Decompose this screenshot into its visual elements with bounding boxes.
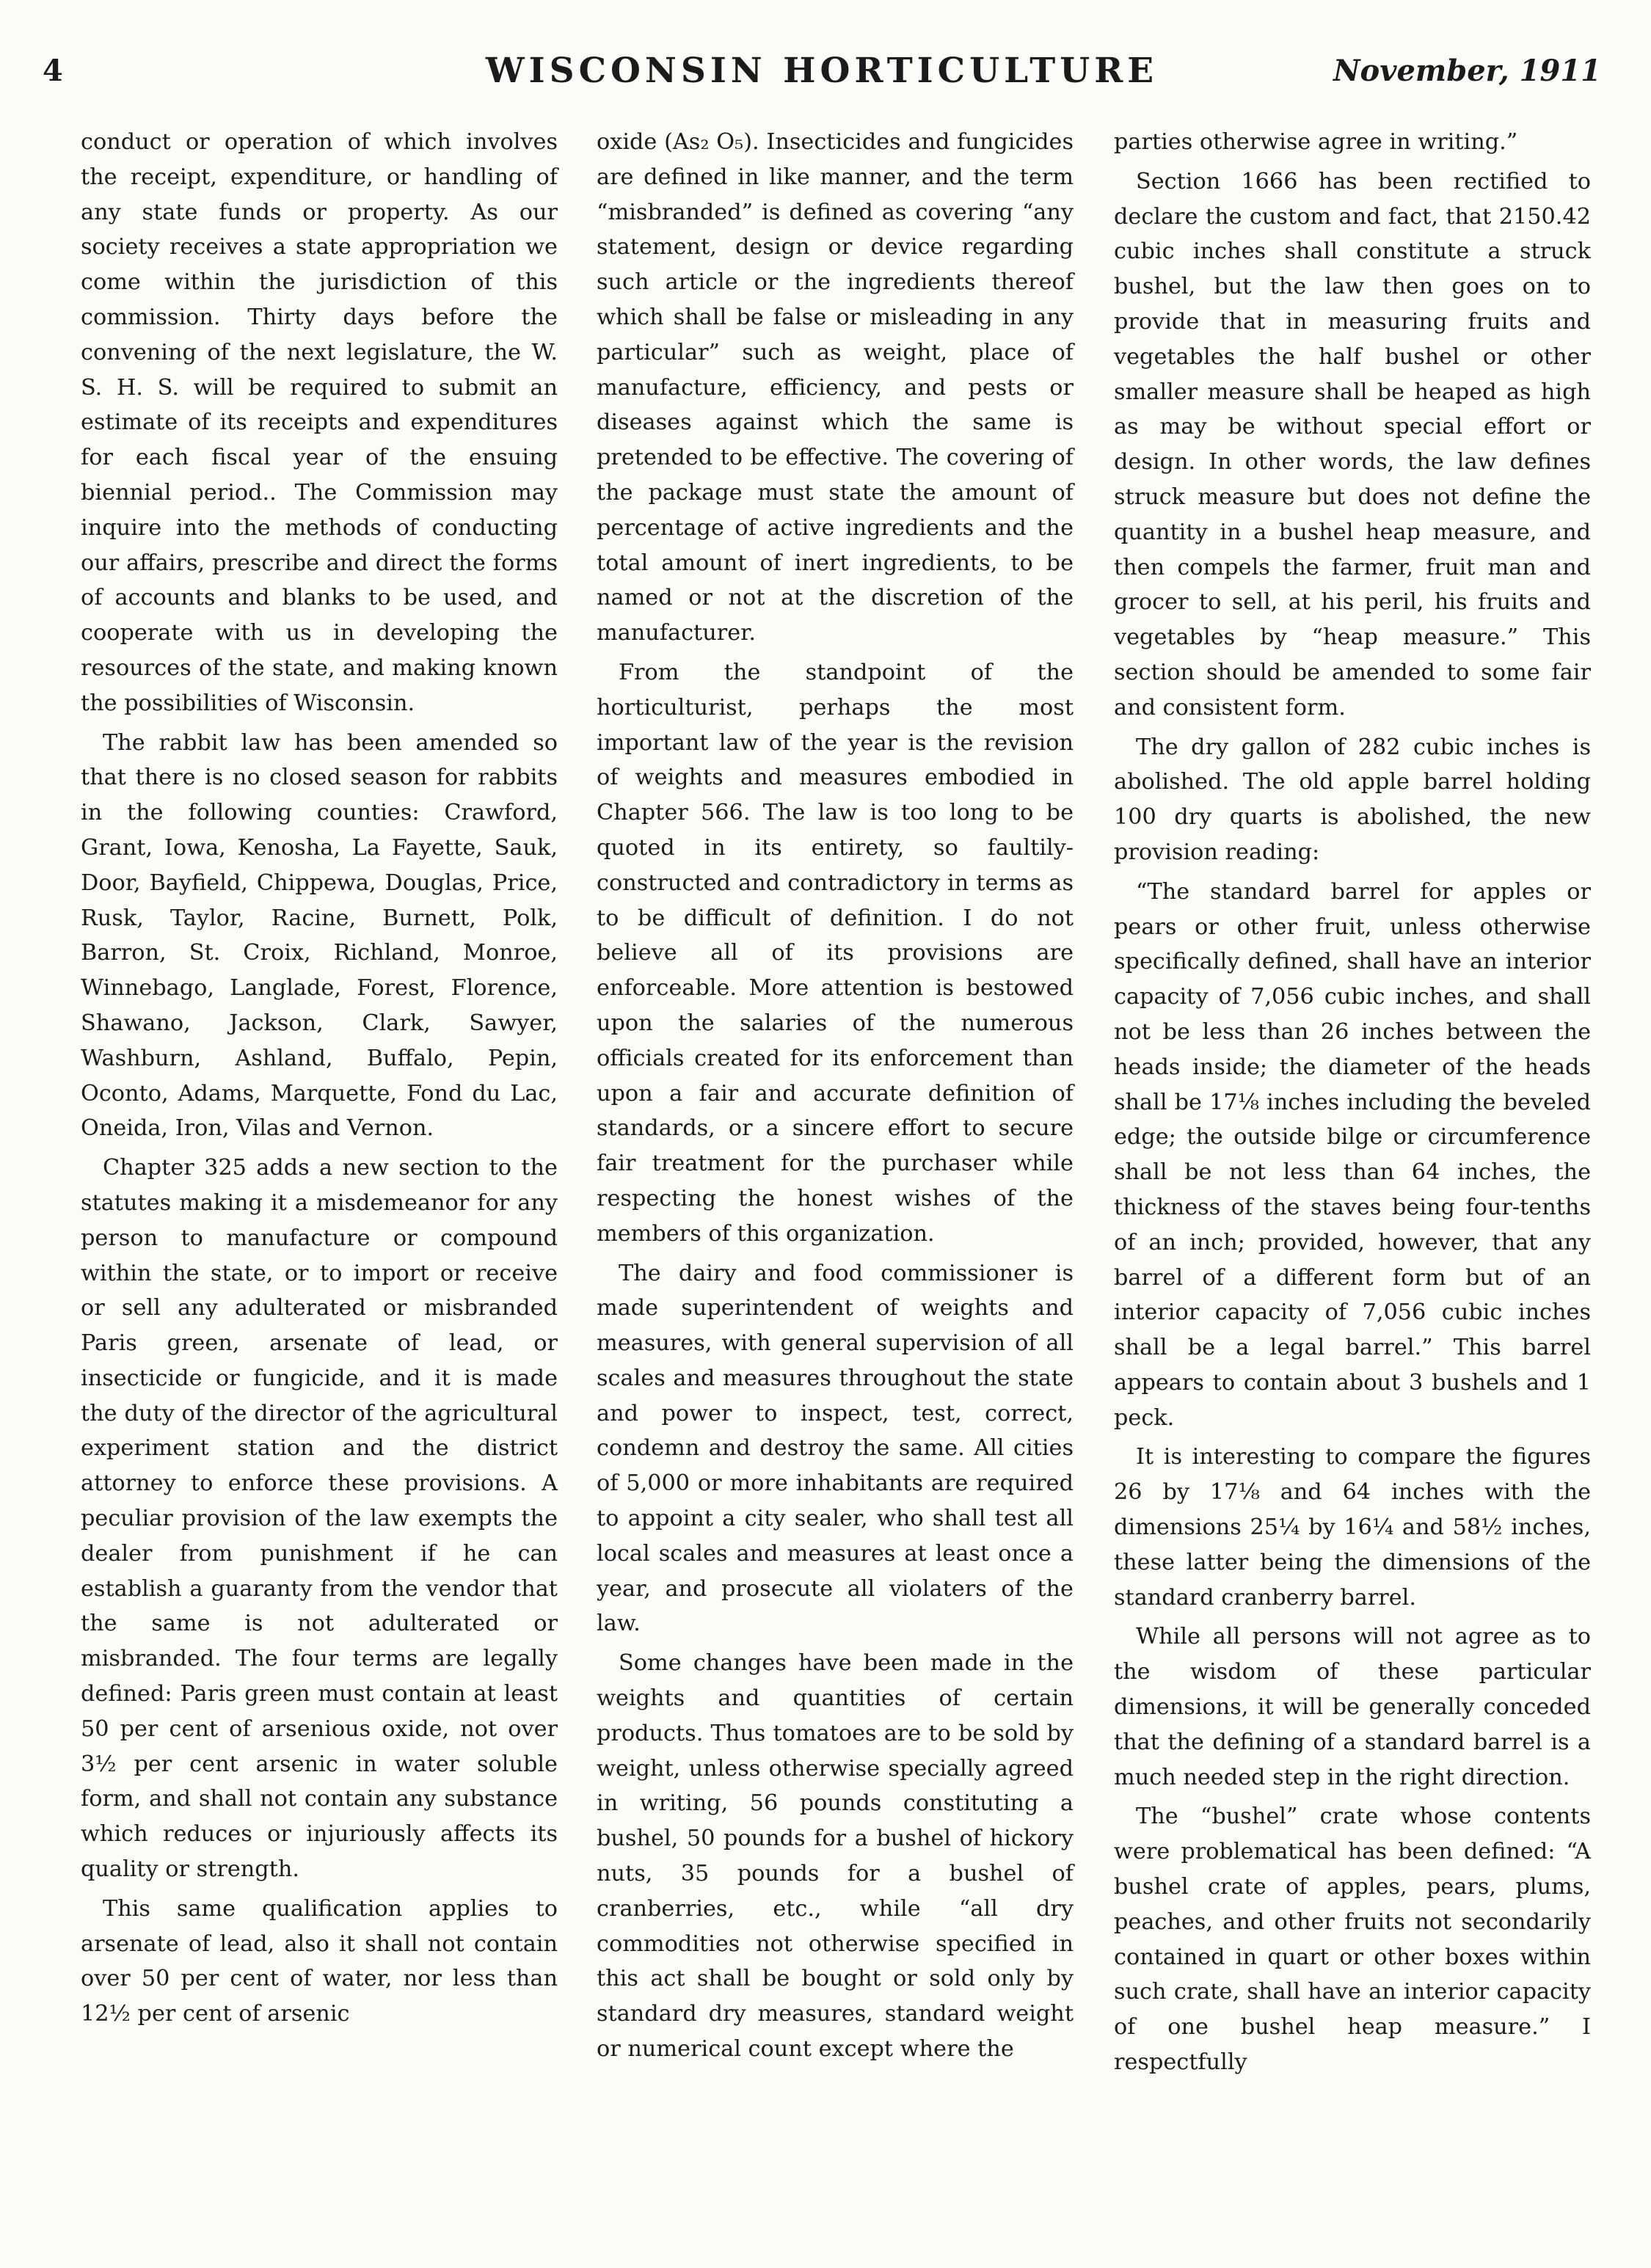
publication-title: WISCONSIN HORTICULTURE <box>485 51 1159 91</box>
paragraph: The dry gallon of 282 cubic inches is abolished. The old apple barrel holding 100 dry quarts is abolished, the new provision reading: <box>1114 734 1591 865</box>
paragraph: Some changes have been made in the weights and quantities of certain products. Thus tomatoes are to be sold by weight, unless otherwise specially agreed in writing, 56 pounds constituting a bushel, 50 pounds for a bushel of hickory nuts, 35 pounds for a bushel of cranberries, etc., while “all dry commodities not otherwise specified in this act shall be bought or sold only by standard dry measures, standard weight or numerical count except where the <box>597 1650 1074 2063</box>
text-column-3 <box>1114 125 1591 2085</box>
issue-date: November, 1911 <box>1333 54 1601 88</box>
page-header <box>43 51 1601 103</box>
page-number: 4 <box>43 54 63 88</box>
paragraph: parties otherwise agree in writing.” <box>1114 129 1518 155</box>
paragraph: Chapter 325 adds a new section to the statutes making it a misdemeanor for any person to manufacture or compound within the state, or to import or receive or sell any adulterated or misbranded Paris green, arsenate of lead, or insecticide or fungicide, and it is made the duty of the director of the agricultural experiment station and the district attorney to enforce these provisions. A peculiar provision of the law exempts the dealer from punishment if he can establish a guaranty from the vendor that the same is not adulterated or misbranded. The four terms are legally defined: Paris green must contain at least 50 per cent of arsenious oxide, not over 3½ per cent arsenic in water soluble form, and shall not contain any substance which reduces or injuriously affects its quality or strength. <box>81 1155 558 1883</box>
paragraph: The “bushel” crate whose contents were problematical has been defined: “A bushel crate of apples, pears, plums, peaches, and other fruits not secondarily contained in quart or other boxes within such crate, shall have an interior capacity of one bushel heap measure.” I respectfully <box>1114 1804 1591 2076</box>
paragraph: From the standpoint of the horticulturist, perhaps the most important law of the year is the revision of weights and measures embodied in Chapter 566. The law is too long to be quoted in its entirety, so faultily-constructed and contradictory in terms as to be difficult of definition. I do not believe all of its provisions are enforceable. More attention is bestowed upon the salaries of the numerous officials created for its enforcement than upon a fair and accurate definition of standards, or a sincere effort to secure fair treatment for the purchaser while respecting the honest wishes of the members of this organization. <box>597 659 1074 1247</box>
paragraph: The rabbit law has been amended so that there is no closed season for rabbits in the following counties: Crawford, Grant, Iowa, Kenosha, La Fayette, Sauk, Door, Bayfield, Chippewa, Douglas, Price, Rusk, Taylor, Racine, Burnett, Polk, Barron, St. Croix, Richland, Monroe, Winnebago, Langlade, Forest, Florence, Shawano, Jackson, Clark, Sawyer, Washburn, Ashland, Buffalo, Pepin, Oconto, Adams, Marquette, Fond du Lac, Oneida, Iron, Vilas and Vernon. <box>81 729 558 1142</box>
paragraph: Section 1666 has been rectified to declare the custom and fact, that 2150.42 cubic inches shall constitute a struck bushel, but the law then goes on to provide that in measuring fruits and vegetables the half bushel or other smaller measure shall be heaped as high as may be without special effort or design. In other words, the law defines struck measure but does not define the quantity in a bushel heap measure, and then compels the farmer, fruit man and grocer to sell, at his peril, his fruits and vegetables by “heap measure.” This section should be amended to some fair and consistent form. <box>1114 168 1591 721</box>
paragraph: This same qualification applies to arsenate of lead, also it shall not contain over 50 per cent of water, nor less than 12½ per cent of arsenic <box>81 1895 558 2027</box>
text-column-1 <box>81 125 558 2036</box>
text-column-2 <box>597 125 1074 2071</box>
paragraph: It is interesting to compare the figures 26 by 17⅛ and 64 inches with the dimensions 25¼ by 16¼ and 58½ inches, these latter being the dimensions of the standard cranberry barrel. <box>1114 1444 1591 1611</box>
paragraph: The dairy and food commissioner is made superintendent of weights and measures, with general supervision of all scales and measures throughout the state and power to inspect, test, correct, condemn and destroy the same. All cities of 5,000 or more inhabitants are required to appoint a city sealer, who shall test all local scales and measures at least once a year, and prosecute all violaters of the law. <box>597 1260 1074 1637</box>
paragraph: “The standard barrel for apples or pears or other fruit, unless otherwise specifically defined, shall have an interior capacity of 7,056 cubic inches, and shall not be less than 26 inches between the heads inside; the diameter of the heads shall be 17⅛ inches including the beveled edge; the outside bilge or circumference shall be not less than 64 inches, the thickness of the staves being four-tenths of an inch; provided, however, that any barrel of a different form but of an interior capacity of 7,056 cubic inches shall be a legal barrel.” This barrel appears to contain about 3 bushels and 1 peck. <box>1114 878 1591 1431</box>
paragraph: oxide (As₂ O₅). Insecticides and fungicides are defined in like manner, and the term “misbranded” is defined as covering “any statement, design or device regarding such article or the ingredients thereof which shall be false or misleading in any particular” such as weight, place of manufacture, efficiency, and pests or diseases against which the same is pretended to be effective. The covering of the package must state the amount of percentage of active ingredients and the total amount of inert ingredients, to be named or not at the discretion of the manufacturer. <box>597 129 1074 646</box>
paragraph: conduct or operation of which involves the receipt, expenditure, or handling of any state funds or property. As our society receives a state appropriation we come within the jurisdiction of this commission. Thirty days before the convening of the next legislature, the W. S. H. S. will be required to submit an estimate of its receipts and expenditures for each fiscal year of the ensuing biennial period.. The Commission may inquire into the methods of conducting our affairs, prescribe and direct the forms of accounts and blanks to be used, and cooperate with us in developing the resources of the state, and making known the possibilities of Wisconsin. <box>81 129 558 716</box>
paragraph: While all persons will not agree as to the wisdom of these particular dimensions, it will be generally conceded that the defining of a standard barrel is a much needed step in the right direction. <box>1114 1624 1591 1790</box>
